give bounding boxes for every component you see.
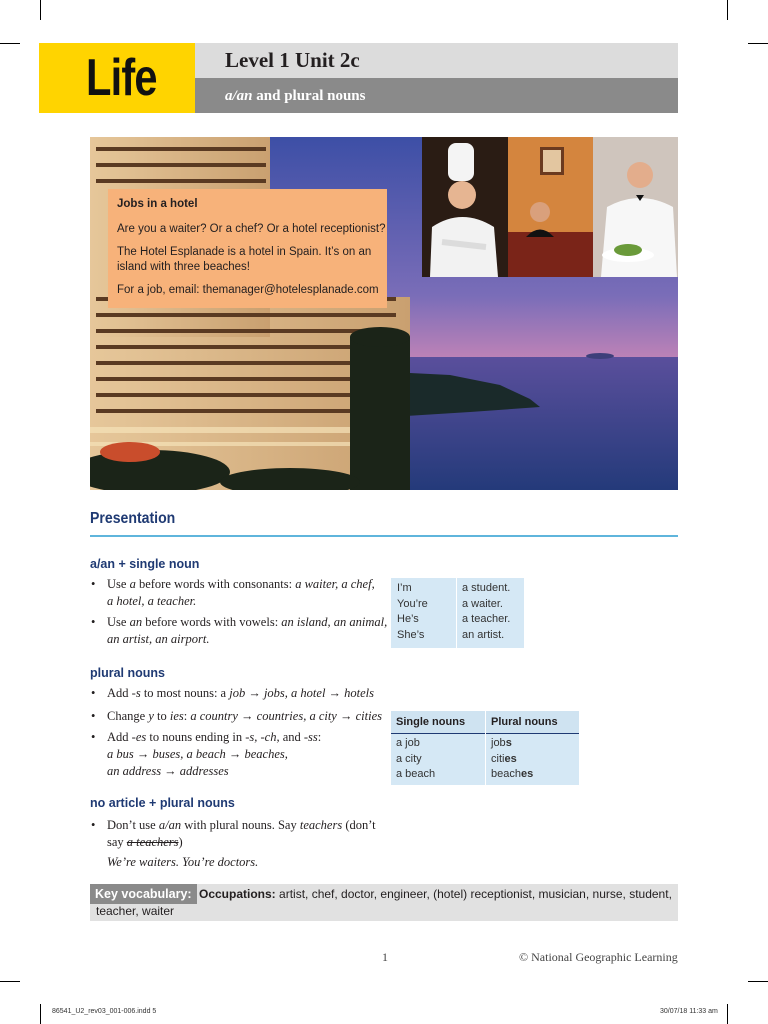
example-text: teachers [299,818,343,832]
text-span: Don’t use [107,818,159,832]
table-divider [456,578,457,648]
waiter-photo [593,137,678,277]
text-span: with plural nouns. Say [181,818,300,832]
table-cell: He’s [397,613,419,625]
print-slug-right: 30/07/18 11:33 am [660,1008,718,1015]
table-cell: a student. [462,582,511,594]
copyright: © National Geographic Learning [519,950,678,964]
text-span: -s [131,686,141,700]
vocab-list: artist, chef, doctor, engineer, (hotel) receptionist, musician, nurse, student, [279,887,672,901]
table-column-right [491,736,533,783]
text-span: before words with vowels: [142,615,282,629]
text-span: job [491,737,506,749]
table-cell: I’m [397,582,412,594]
table-header-label: Single nouns [396,716,466,728]
bullet-icon: • [91,818,96,832]
logo: Life [86,49,157,107]
bullet-icon: • [91,709,96,723]
plural-nouns-table [391,711,579,785]
advert-email: For a job, email: themanager@hotelesplanade.com [117,284,379,296]
rule-text [107,834,183,851]
key-vocabulary-label: Key vocabulary: [90,884,197,904]
text-span: say [107,835,127,849]
crop-mark [40,0,41,20]
text-span: beach [491,768,521,780]
rule-text [107,685,374,702]
plural-ending: es [504,752,517,765]
struck-example: a teachers [126,835,179,849]
text-span: to nouns ending in [146,730,246,744]
rule-text [107,708,382,725]
page-number: 1 [382,950,388,964]
bullet-icon: • [91,730,96,744]
table-cell: a city [396,752,422,765]
subtitle-rest: and plural nouns [252,88,366,104]
text-span: ) [178,835,183,849]
crop-mark [0,43,20,44]
text-span: ies [169,709,184,723]
table-column-left [396,736,435,783]
example-text: job → jobs, a hotel → hotels [229,686,375,700]
bullet-icon: • [91,686,96,700]
example-text: an address → addresses [107,764,229,778]
table-cell [491,752,533,768]
table-cell: a beach [396,768,436,780]
page-subtitle [225,85,366,107]
text-span: : [183,709,191,723]
bullet-icon: • [91,577,96,591]
receptionist-photo [508,137,593,277]
section-divider [90,535,678,537]
text-span: y [148,709,154,723]
print-slug-left: 86541_U2_rev03_001-006.indd 5 [52,1008,157,1015]
table-cell [491,736,533,752]
subheading-plural-nouns: plural nouns [90,666,165,680]
advert-line: Are you a waiter? Or a chef? Or a hotel receptionist? [117,223,386,235]
key-vocabulary-line: teacher, waiter [96,904,175,918]
text-span: Change [107,709,149,723]
text-span: before words with consonants: [135,577,296,591]
rule-text [107,729,321,746]
text-span: -s, -ch, [245,730,280,744]
pronoun-table [391,578,524,648]
table-header [486,711,579,733]
text-span: Add [107,730,132,744]
crop-mark [748,981,768,982]
crop-mark [727,1004,728,1024]
text-span: a [129,577,136,591]
text-span: -es [131,730,147,744]
subheading-no-article: no article + plural nouns [90,796,235,810]
crop-mark [727,0,728,20]
table-cell: She’s [397,628,425,641]
section-title: Presentation [90,510,176,527]
crop-mark [40,1004,41,1024]
text-span: to most nouns: a [140,686,230,700]
advert-line: island with three beaches! [117,261,250,273]
chef-photo [422,137,508,277]
text-span: Use [107,615,130,629]
example-text: a waiter, a chef, [295,577,375,591]
table-cell: You’re [397,597,428,610]
text-span: citi [491,752,505,765]
rule-text [107,614,387,631]
text-span: -ss [303,730,318,744]
text-span: (don’t [342,818,376,832]
text-span: to [153,709,170,723]
text-span: Add [107,686,132,700]
plural-ending: s [505,737,512,749]
vocab-category: Occupations: [199,887,276,901]
crop-mark [0,981,20,982]
table-header-label: Plural nouns [491,716,558,728]
text-span: a/an [158,818,182,832]
table-cell: a teacher. [462,613,511,625]
table-divider [485,711,486,785]
rule-text [107,576,375,593]
plural-ending: es [520,768,534,780]
table-column-left [397,581,428,643]
table-cell: an artist. [462,628,505,641]
crop-mark [748,43,768,44]
table-cell: a job [396,737,420,749]
table-cell [491,767,533,783]
example-text: an artist, an airport. [107,632,210,646]
key-vocabulary-line [199,887,672,901]
text-span: and [279,730,304,744]
table-cell: a waiter. [462,597,503,610]
text-span: : [317,730,322,744]
rule-text [107,817,376,834]
table-header [391,711,485,733]
example-text: a hotel, a teacher. [107,594,197,608]
example-text: We’re waiters. You’re doctors. [107,855,259,869]
example-text: a country → countries, a city → cities [190,709,382,723]
job-advert [108,189,387,308]
advert-heading: Jobs in a hotel [117,198,198,210]
subtitle-italic: a/an [225,88,253,104]
example-text: an island, an animal, [281,615,388,629]
text-span: Use [107,577,130,591]
advert-line: The Hotel Esplanade is a hotel in Spain. It’s on an [117,246,372,258]
table-column-right [462,581,510,643]
example-text: a bus → buses, a beach → beaches, [107,747,288,761]
text-span: an [129,615,143,629]
page-title: Level 1 Unit 2c [225,48,360,72]
subheading-a-an: a/an + single noun [90,557,200,571]
bullet-icon: • [91,615,96,629]
